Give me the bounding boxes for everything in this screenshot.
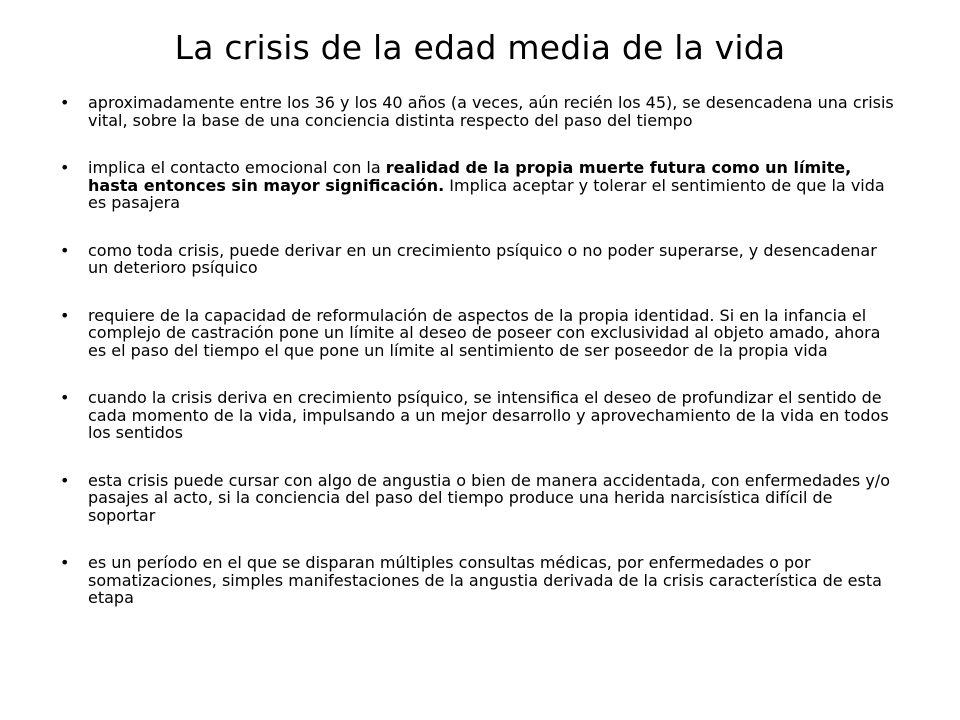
bullet-dot: • — [60, 553, 70, 572]
bullet-item — [58, 307, 898, 360]
bullet-item — [58, 242, 898, 277]
bullet-text: cuando la crisis deriva en crecimiento psíquico, se intensifica el deseo de profundizar el sentido de cada momento de la vida, impulsando a un mejor desarrollo y aprovechamiento de la vida en todos los sentidos — [88, 388, 889, 442]
bullet-text: esta crisis puede cursar con algo de angustia o bien de manera accidentada, con enfermedades y/o pasajes al acto, si la conciencia del paso del tiempo produce una herida narcisística difícil de soportar — [88, 470, 890, 525]
slide-title: La crisis de la edad media de la vida — [174, 28, 786, 67]
bullet-text-prefix: implica el contacto emocional con la — [88, 158, 386, 177]
bullet-dot: • — [60, 158, 70, 177]
bullet-dot: • — [60, 240, 70, 260]
bullet-text: requiere de la capacidad de reformulación de aspectos de la propia identidad. Si en la infancia el complejo de castración pone un límite al deseo de poseer con exclusividad al objeto amado, ahora es el paso del tiempo el que pone un límite al sentimiento de ser poseedor de la propia vida — [88, 305, 881, 360]
bullet-dot: • — [60, 93, 70, 112]
bullet-item — [58, 94, 898, 129]
bullet-item — [58, 554, 898, 607]
bullet-item — [58, 389, 898, 442]
bullet-dot: • — [60, 388, 70, 407]
bullet-text: es un período en el que se disparan múltiples consultas médicas, por enfermedades o por somatizaciones, simples manifestaciones de la angustia derivada de la crisis característica de esta etapa — [88, 553, 882, 607]
bullet-text: aproximadamente entre los 36 y los 40 años (a veces, aún recién los 45), se desencadena una crisis vital, sobre la base de una conciencia distinta respecto del paso del tiempo — [88, 93, 894, 130]
bullet-list — [58, 94, 898, 607]
bullet-text-emphasis: realidad de la propia muerte futura como un límite, hasta entonces sin mayor significación. — [88, 158, 852, 195]
bullet-dot: • — [60, 305, 70, 325]
bullet-text-suffix: Implica aceptar y tolerar el sentimiento de que la vida es pasajera — [88, 175, 885, 212]
bullet-text: como toda crisis, puede derivar en un crecimiento psíquico o no poder superarse, y desencadenar un deterioro psíquico — [88, 240, 877, 277]
bullet-item — [58, 159, 898, 212]
bullet-item — [58, 472, 898, 525]
bullet-dot: • — [60, 470, 70, 490]
